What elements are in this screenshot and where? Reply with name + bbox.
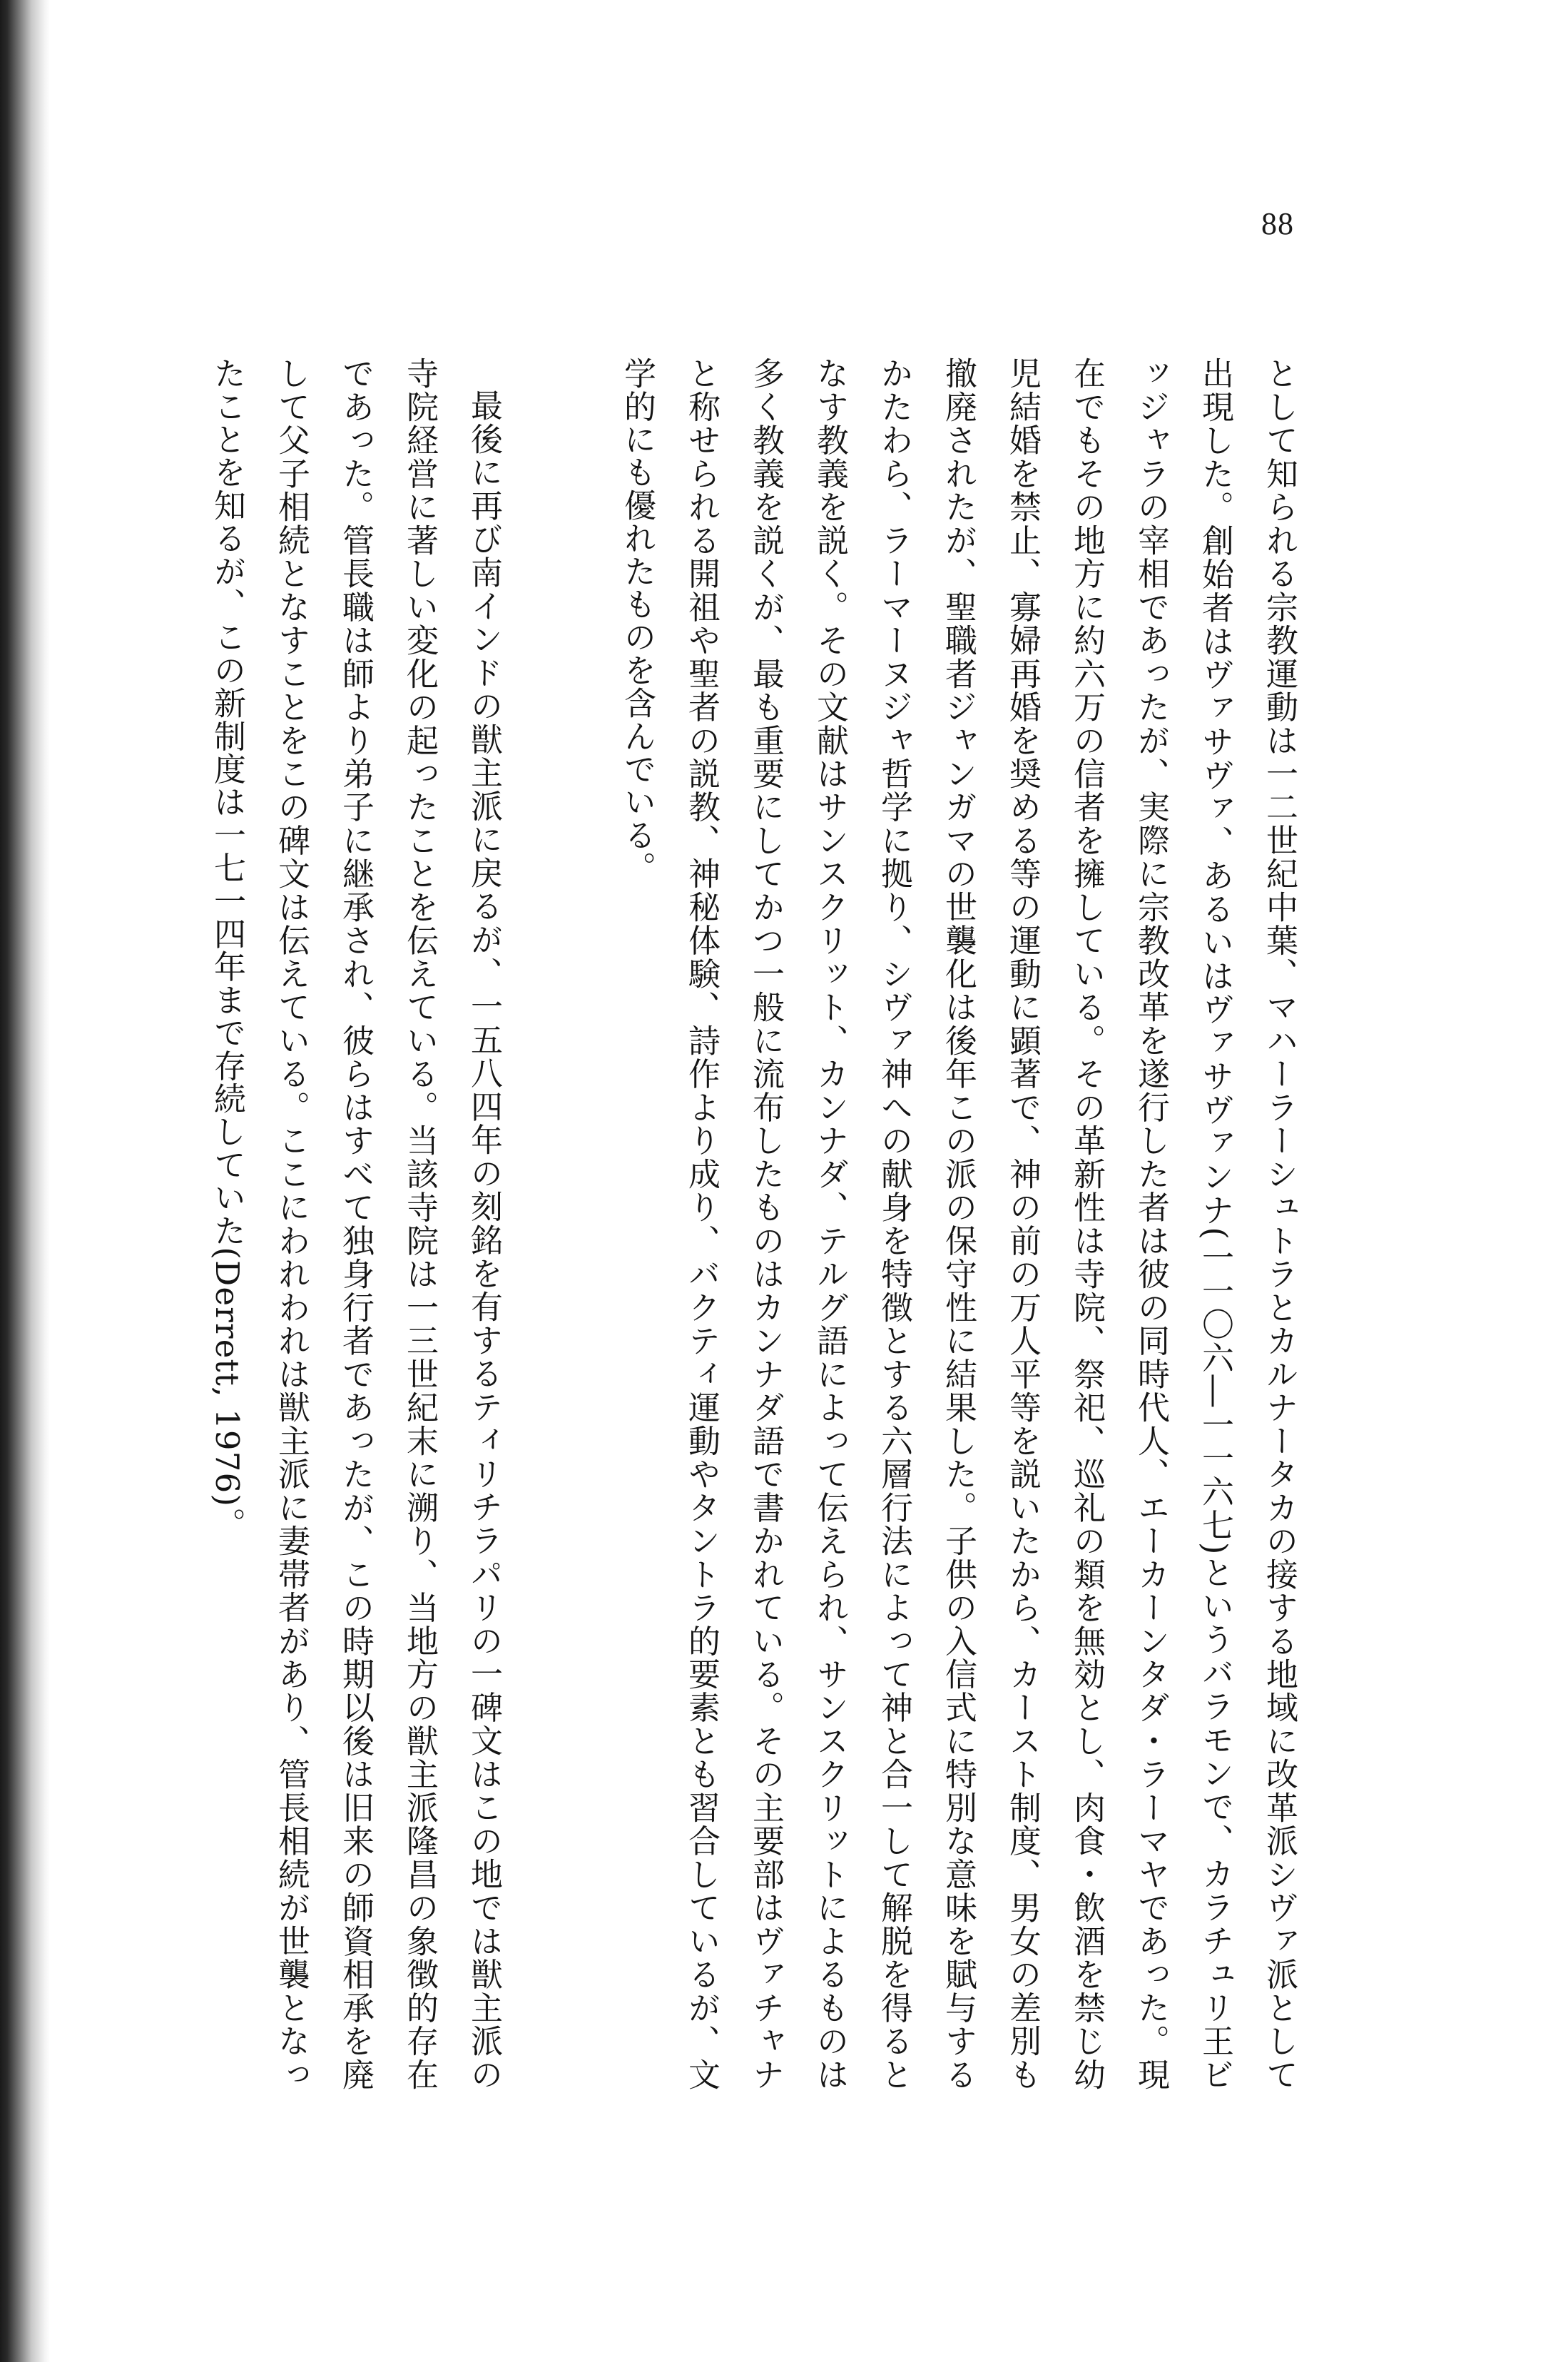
page-number: 88 (1261, 206, 1294, 241)
paragraph-virashaiva: として知られる宗教運動は一二世紀中葉、マハーラーシュトラとカルナータカの接する地域に改革派シヴァ派として出現した。創始者はヴァサヴァ、あるいはヴァサヴァンナ(一一〇六―一一六七)というバラモンで、カラチュリ王ビッジャラの宰相であったが、実際に宗教改革を遂行した者は彼の同時代人、エーカーンタダ・ラーマヤであった。現在でもその地方に約六万の信者を擁している。その革新性は寺院、祭祀、巡礼の類を無効とし、肉食・飲酒を禁じ幼児結婚を禁止、寡婦再婚を奨める等の運動に顕著で、神の前の万人平等を説いたから、カースト制度、男女の差別も撤廃されたが、聖職者ジャンガマの世襲化は後年この派の保守性に結果した。子供の入信式に特別な意味を賦与するかたわら、ラーマーヌジャ哲学に拠り、シヴァ神への献身を特徴とする六層行法によって神と合一して解脱を得るとなす教義を説く。その文献はサンスクリット、カンナダ、テルグ語によって伝えられ、サンスクリットによるものは多く教義を説くが、最も重要にしてかつ一般に流布したものはカンナダ語で書かれている。その主要部はヴァチャナと称せられる開祖や聖者の説教、神秘体験、詩作より成り、バクティ運動やタントラ的要素とも習合しているが、文学的にも優れたものを含んでいる。 (618, 357, 1298, 2091)
body-text (84, 357, 1311, 2091)
paragraph-pashupata: 最後に再び南インドの獣主派に戻るが、一五八四年の刻銘を有するティリチラパリの一碑文はこの地では獣主派の寺院経営に著しい変化の起ったことを伝えている。当該寺院は一三世紀末に溯り、当地方の獣主派隆昌の象徴的存在であった。管長職は師より弟子に継承され、彼らはすべて独身行者であったが、この時期以後は旧来の師資相承を廃して父子相続となすことをこの碑文は伝えている。ここにわれわれは獣主派に妻帯者があり、管長相続が世襲となったことを知るが、この新制度は一七一四年まで存続していた(Derrett, 1976)。 (208, 357, 503, 2091)
binding-shadow (0, 0, 50, 2362)
